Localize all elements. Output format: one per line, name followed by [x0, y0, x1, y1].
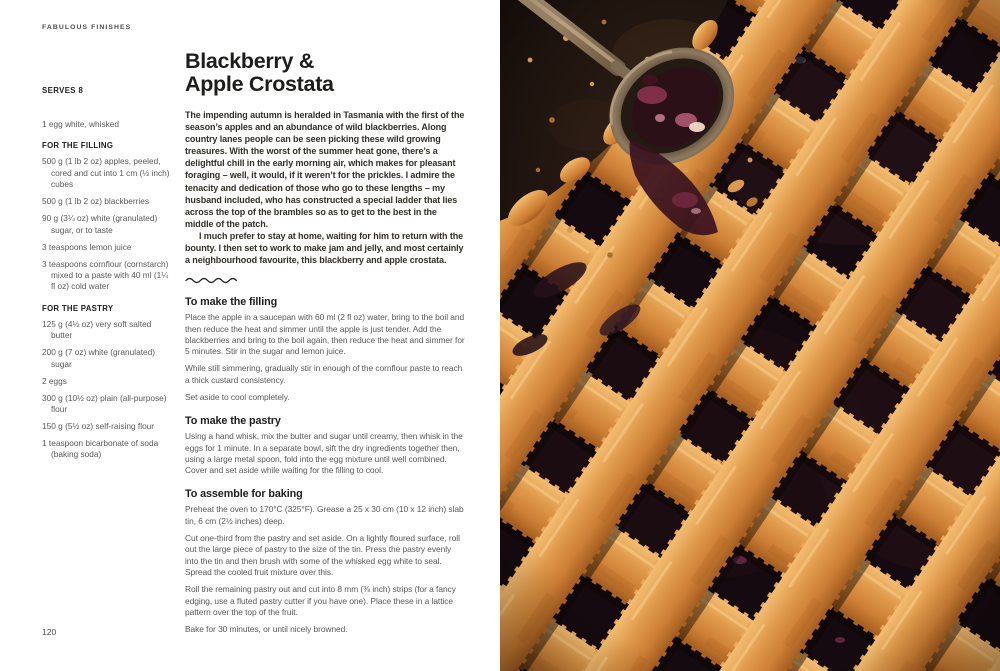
ingredient-item: 150 g (5½ oz) self-raising flour — [42, 420, 155, 431]
ingredient-item: 200 g (7 oz) white (granulated) sugar — [42, 347, 155, 369]
title-line-1: Blackberry & — [185, 49, 315, 73]
method-paragraph: Bake for 30 minutes, or until nicely browned. — [185, 624, 348, 635]
ingredient-item: 90 g (3¼ oz) white (granulated) sugar, or to taste — [42, 213, 158, 235]
method-paragraph: While still simmering, gradually stir in enough of the cornflour paste to reach a thick custard consistency. — [185, 363, 463, 385]
ingredient-item: 3 teaspoons lemon juice — [42, 241, 132, 252]
method-paragraph: Cut one-third from the pastry and set aside. On a lightly floured surface, roll out the large piece of pastry to the size of the tin. Press the pastry evenly into the tin and then brush with some of the whisked egg white to seal. Spread the cooled fruit mixture over this. — [185, 533, 460, 577]
ingredient-item: 1 teaspoon bicarbonate of soda (baking soda) — [42, 437, 159, 460]
page-title — [185, 50, 466, 96]
ingredient-item: 125 g (4½ oz) very soft salted butter — [42, 318, 152, 341]
vignette-overlay — [500, 0, 1000, 671]
ingredient-group-heading: FOR THE PASTRY — [42, 303, 114, 313]
ingredient-group-heading: FOR THE FILLING — [42, 141, 114, 151]
recipe-body — [185, 50, 466, 641]
method-heading: To assemble for baking — [185, 488, 303, 501]
crostata-photo — [500, 0, 1000, 671]
ingredient-item: 3 teaspoons cornflour (cornstarch) mixed to a paste with 40 ml (1¼ fl oz) cold water — [42, 258, 169, 292]
running-header: FABULOUS FINISHES — [42, 24, 132, 31]
method-heading: To make the filling — [185, 296, 278, 309]
ingredient-item: 500 g (1 lb 2 oz) apples, peeled, cored and cut into 1 cm (½ inch) cubes — [42, 156, 170, 190]
method-paragraph: Preheat the oven to 170°C (325°F). Grease a 25 x 30 cm (10 x 12 inch) slab tin, 6 cm (2½ inches) deep. — [185, 504, 464, 526]
intro-paragraph: I much prefer to stay at home, waiting for him to return with the bounty. I then set to work to make jam and jelly, and most certainly a neighbourhood favourite, this blackberry and apple crostata. — [185, 230, 464, 266]
squiggle-divider — [185, 275, 237, 284]
crostata-photo-svg — [500, 0, 1000, 671]
method-paragraph: Set aside to cool completely. — [185, 392, 290, 402]
ingredient-item: 500 g (1 lb 2 oz) blackberries — [42, 196, 149, 207]
intro-paragraph: The impending autumn is heralded in Tasmania with the first of the season’s apples and an abundance of wild blackberries. Along country lanes people can be seen picking these wild growing treasures. With the worst of the summer heat gone, there’s a delightful chill in the early morning air, which makes for pleasant foraging – well, it would, if it weren’t for the prickles. I admire the tenacity and dedication of those who go to these lengths – my husband included, who has constructed a special ladder that lies across the top of the brambles so as to get to the best in the middle of the patch. — [185, 110, 465, 229]
page-number: 120 — [42, 627, 57, 637]
recipe-intro — [185, 109, 466, 266]
method-paragraph: Using a hand whisk, mix the butter and sugar until creamy, then whisk in the eggs for 1 minute. In a separate bowl, sift the dry ingredients together then, using a large metal spoon, fold into the egg mixture until well combined. Cover and set aside while waiting for the filling to cool. — [185, 431, 463, 476]
ingredient-item: 1 egg white, whisked — [42, 119, 120, 129]
method-heading: To make the pastry — [185, 415, 281, 428]
method-paragraph: Place the apple in a saucepan with 60 ml (2 fl oz) water, bring to the boil and then reduce the heat and simmer until the apple is just tender. Add the blackberries and bring to the boil again, then reduce the heat and simmer for 5 minutes. Stir in the sugar and lemon juice. — [185, 312, 465, 357]
ingredient-item: 2 eggs — [42, 375, 67, 386]
ingredient-item: 300 g (10½ oz) plain (all-purpose) flour — [42, 392, 167, 414]
method-paragraph: Roll the remaining pastry out and cut into 8 mm (⅜ inch) strips (for a fancy edging, use a fluted pastry cutter if you have one). Place these in a lattice pattern over the top of the fruit. — [185, 584, 456, 617]
method-section — [185, 296, 466, 635]
title-line-2: Apple Crostata — [185, 72, 334, 96]
serves-label: SERVES 8 — [42, 86, 84, 95]
ingredients-sidebar — [42, 86, 174, 466]
